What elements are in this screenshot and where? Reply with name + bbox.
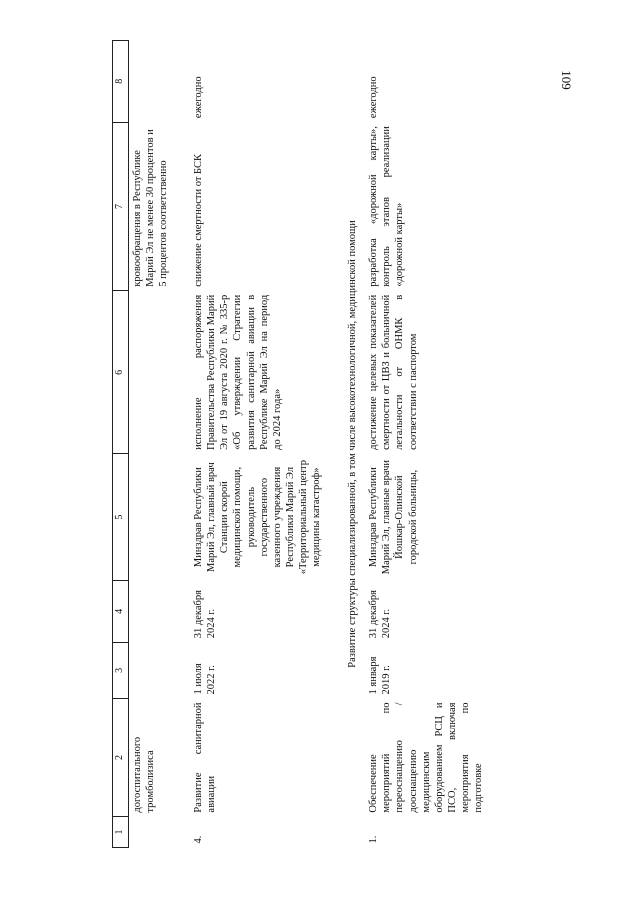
table-row <box>365 41 487 848</box>
header-col-6: 6 <box>113 291 129 454</box>
header-col-7: 7 <box>113 122 129 291</box>
rotated-table-sheet <box>112 40 542 848</box>
row4-end: 31 декабря 2024 г. <box>193 590 218 639</box>
row1-activity: Обеспечение мероприятий по переоснащению / дооснащению медицинским оборудованием РСЦ и ПСО, включая мероприятия по подготовке <box>368 702 485 813</box>
row0-activity: догоспитального тромболизиса <box>131 736 156 813</box>
table-row <box>190 41 340 848</box>
row4-result: снижение смертности от БСК <box>193 154 204 287</box>
header-col-2: 2 <box>113 698 129 816</box>
row0-result: кровообращения в Республике Марий Эл не менее 30 процентов и 5 процентов соответственно <box>131 129 169 287</box>
row4-number: 4. <box>193 835 204 844</box>
row1-result: разработка «дорожной карты», контроль этапов реализации «дорожной карты» <box>368 126 406 287</box>
section-row <box>340 41 365 848</box>
row1-number: 1. <box>368 835 380 844</box>
row4-frequency: ежегодно <box>193 76 204 119</box>
row1-frequency: ежегодно <box>368 76 380 119</box>
header-col-8: 8 <box>113 41 129 123</box>
table-row <box>128 41 190 848</box>
row1-responsible: Минздрав Республики Марий Эл, главные врачи Йошкар-Олинской городской больницы, <box>368 459 419 575</box>
header-col-5: 5 <box>113 454 129 581</box>
row4-description: исполнение распоряжения Правительства Республики Марий Эл от 19 августа 2020 г. № 335-р «Об утверждении Стратегии развития санитарной авиации в Республике Марий Эл на период до 2024 года» <box>193 294 283 450</box>
header-col-3: 3 <box>113 642 129 698</box>
plan-table <box>112 40 487 848</box>
row1-start: 1 января 2019 г. <box>368 656 393 695</box>
header-col-4: 4 <box>113 580 129 642</box>
row4-responsible: Минздрав Республики Марий Эл, главный врач Станции скорой медицинской помощи, руководитель государственного казенного учреждения Республики Марий Эл «Территориальный центр медицины катастроф» <box>193 460 323 575</box>
header-col-1: 1 <box>113 817 129 848</box>
row1-description: достижение целевых показателей смертности от ЦВЗ и больничной летальности от ОНМК в соответствии с паспортом <box>368 294 419 450</box>
row4-start: 1 июля 2022 г. <box>193 663 218 695</box>
section-title: Развитие структуры специализированной, в том числе высокотехнологичной, медицинской помощи <box>347 220 358 668</box>
row1-end: 31 декабря 2024 г. <box>368 590 393 639</box>
page-number: 109 <box>558 70 574 90</box>
row4-activity: Развитие санитарной авиации <box>193 702 218 813</box>
table-header <box>113 41 129 848</box>
